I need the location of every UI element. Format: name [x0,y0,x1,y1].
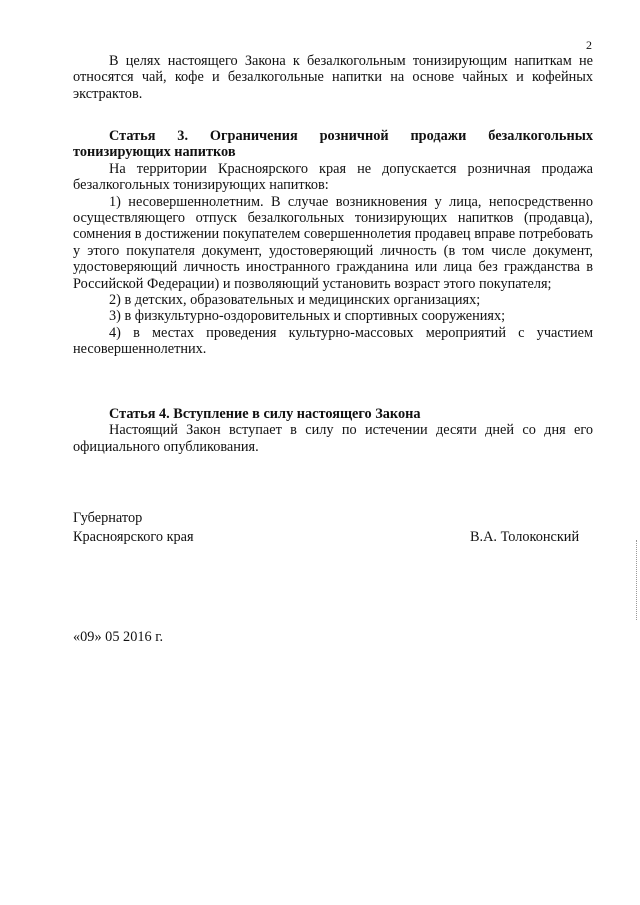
article-3-item-2: 2) в детских, образовательных и медицинских организациях; [109,292,481,309]
article-4-text: Настоящий Закон вступает в силу по истечении десяти дней со дня его официального опубликования. [73,422,593,455]
intro-section [73,53,593,102]
page-number: 2 [586,38,592,52]
signatory-name: В.А. Толоконский [470,529,580,545]
article-4-section [73,406,593,455]
document-date: «09» 05 2016 г. [73,629,164,645]
article-3-lead: На территории Красноярского края не допускается розничная продажа безалкогольных тонизирующих напитков: [73,160,593,194]
article-3-item-1: 1) несовершеннолетним. В случае возникновения у лица, непосредственно осуществляющего отпуск безалкогольных тонизирующих напитков (продавца), сомнения в достижении покупателем совершеннолетия продавец вправе потребовать у этого покупателя документ, удостоверяющий личность (в том числе документ, удостоверяющий личность иностранного гражданина или лица без гражданства в Российской Федерации) и позволяющий установить возраст этого покупателя; [73,193,593,292]
article-3-item-4: 4) в местах проведения культурно-массовых мероприятий с участием несовершеннолетних. [73,324,593,358]
intro-paragraph: В целях настоящего Закона к безалкогольным тонизирующим напиткам не относятся чай, кофе и безалкогольные напитки на основе чайных и кофейных экстрактов. [73,53,593,102]
position-line-2: Красноярского края [73,529,194,545]
signatory-position [73,509,194,547]
article-4-heading: Статья 4. Вступление в силу настоящего Закона [109,406,421,422]
article-3-section [73,128,593,358]
article-3-heading: Статья 3. Ограничения розничной продажи безалкогольных тонизирующих напитков [73,128,593,161]
article-3-item-3: 3) в физкультурно-оздоровительных и спортивных сооружениях; [109,308,506,325]
position-line-1: Губернатор [73,510,143,526]
scan-edge-mark [636,540,638,620]
